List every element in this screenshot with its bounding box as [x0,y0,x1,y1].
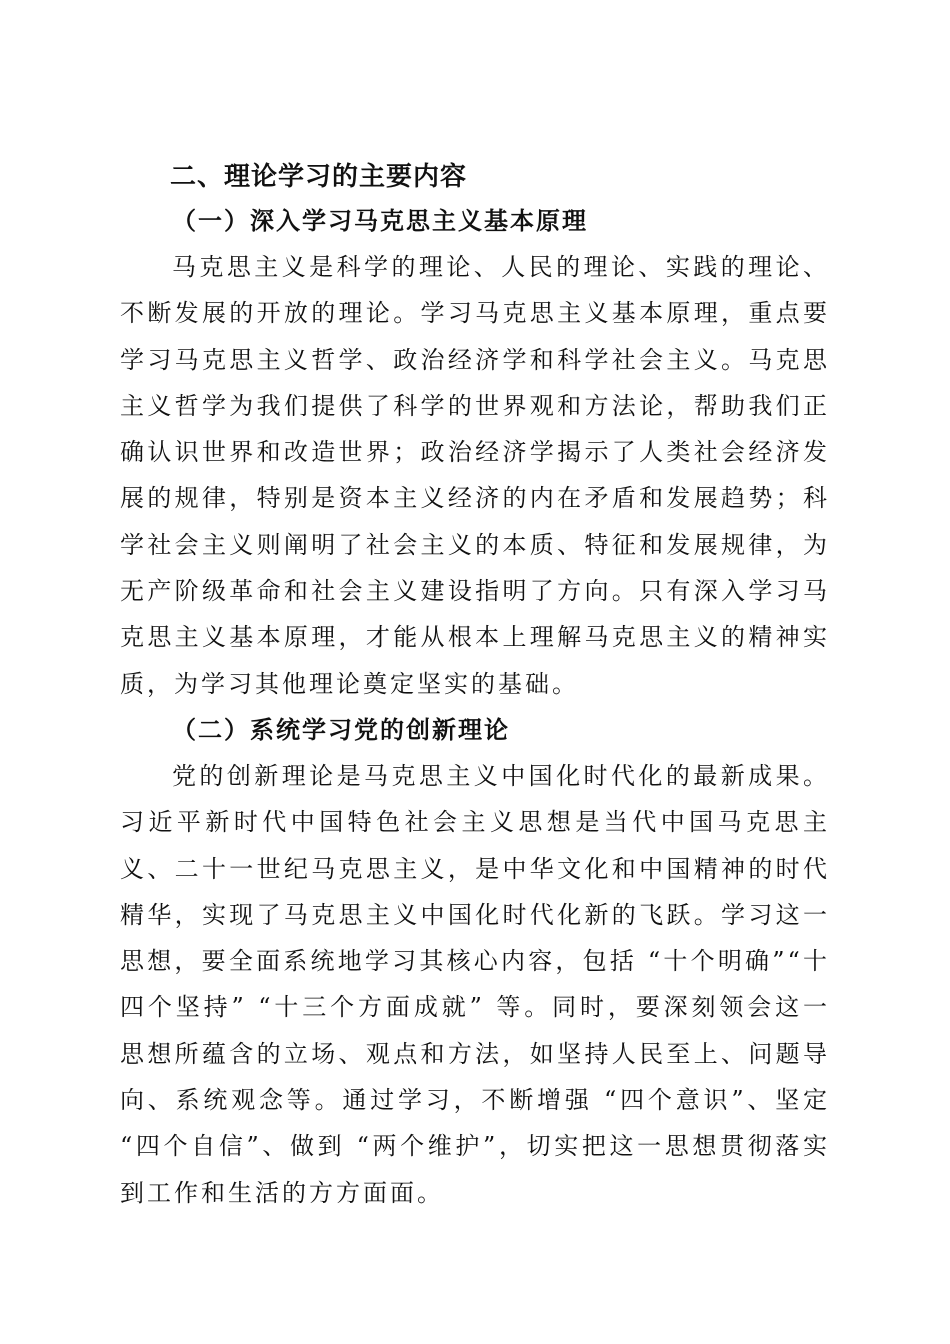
subsection-heading-1: （一）深入学习马克思主义基本原理 [172,206,588,235]
subsection-heading-2: （二）系统学习党的创新理论 [172,714,510,744]
document-page [120,156,830,1216]
subsection-paragraph-2: 党的创新理论是马克思主义中国化时代化的最新成果。习近平新时代中国特色社会主义思想是当代中国马克思主义、二十一世纪马克思主义，是中华文化和中国精神的时代精华，实现了马克思主义中国化时代化新的飞跃。学习这一思想，要全面系统地学习其核心内容，包括 “十个明确”“十四个坚持” “十三个方面成就” 等。同时，要深刻领会这一思想所蕴含的立场、观点和方法，如坚持人民至上、问题导向、系统观念等。通过学习，不断增强 “四个意识”、坚定 “四个自信”、做到 “两个维护”，切实把这一思想贯彻落实到工作和生活的方方面面。 [120,761,830,1207]
section-heading: 二、理论学习的主要内容 [170,162,468,192]
subsection-paragraph-1: 马克思主义是科学的理论、人民的理论、实践的理论、不断发展的开放的理论。学习马克思主义基本原理，重点要学习马克思主义哲学、政治经济学和科学社会主义。马克思主义哲学为我们提供了科学的世界观和方法论，帮助我们正确认识世界和改造世界；政治经济学揭示了人类社会经济发展的规律，特别是资本主义经济的内在矛盾和发展趋势；科学社会主义则阐明了社会主义的本质、特征和发展规律，为无产阶级革命和社会主义建设指明了方向。只有深入学习马克思主义基本原理，才能从根本上理解马克思主义的精神实质，为学习其他理论奠定坚实的基础。 [120,253,830,698]
